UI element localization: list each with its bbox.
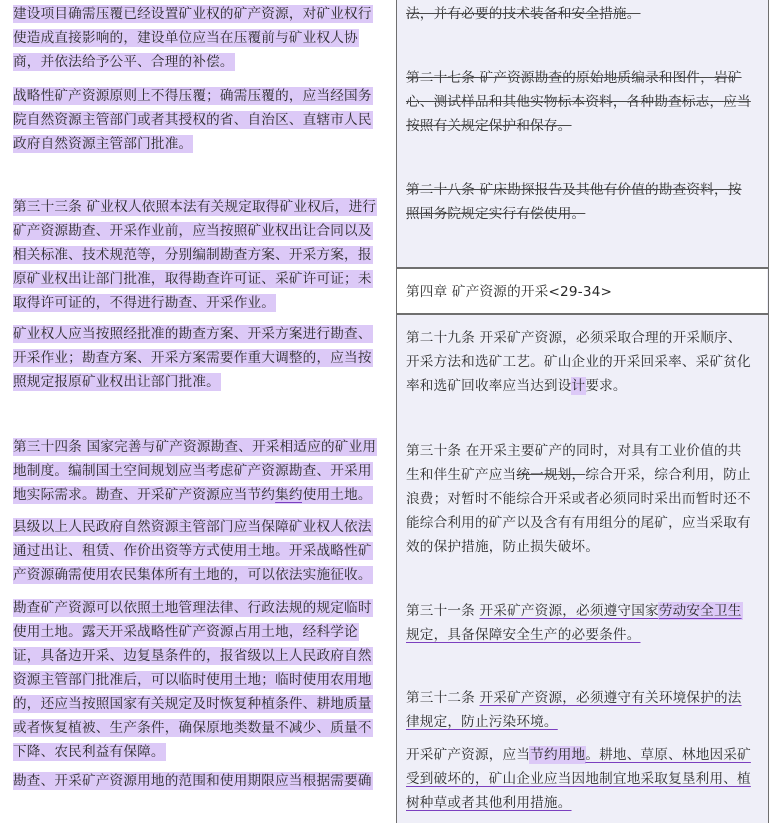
deleted-text: 心、测试样品和其他实物标本资料，各种勘查标志，应当	[406, 94, 751, 110]
text-line: 地制度。编制国土空间规划应当考虑矿产资源勘查、开采用	[13, 463, 372, 479]
text-line: 下降、农民利益有保障。	[13, 744, 165, 760]
highlighted-text: 劳动安全卫生	[658, 603, 742, 619]
article-28-old	[406, 178, 761, 226]
article-27-old	[406, 66, 761, 138]
article-33	[13, 195, 394, 315]
paragraph-strategic-minerals	[13, 84, 394, 156]
paragraph-land-use-guarantee	[13, 515, 394, 587]
text-line: 取得许可证的，不得进行勘查、开采作业。	[13, 295, 276, 311]
text-line: 战略性矿产资源原则上不得压覆；确需压覆的，应当经国务	[13, 88, 372, 104]
text-line: 第三十一条	[406, 603, 480, 619]
paragraph-exploration-plan	[13, 322, 394, 394]
text-line: 勘查、开采矿产资源用地的范围和使用期限应当根据需要确	[13, 773, 372, 789]
text-line: 县级以上人民政府自然资源主管部门应当保障矿业权人依法	[13, 519, 372, 535]
text-line: 地实际需求。勘查、开采矿产资源应当节约	[13, 487, 276, 503]
text-line: 开采作业；勘查方案、开采方案需要作重大调整的，应当按	[13, 350, 372, 366]
text-line: 或者恢复植被、生产条件，确保原地类数量不减少、质量不	[13, 720, 372, 736]
text-line: 使用土地。	[302, 487, 372, 503]
underlined-text: 受到破坏的，矿山企业应当因地制宜地采取复垦利用、植	[406, 771, 751, 787]
underlined-insertion: 集约	[275, 487, 303, 503]
underlined-text: 树种草或者其他利用措施。	[406, 795, 572, 811]
text-line: 第二十九条 开采矿产资源，必须采取合理的开采顺序、	[406, 330, 742, 346]
text-line: 的，还应当按照国家有关规定及时恢复种植条件、耕地质量	[13, 696, 372, 712]
text-line: 建设项目确需压覆已经设置矿业权的矿产资源，对矿业权行	[13, 6, 372, 22]
paragraph-temporary-land-use	[13, 596, 394, 764]
text-line: 第三十四条 国家完善与矿产资源勘查、开采相适应的矿业用	[13, 439, 377, 455]
text-line: 相关标准、技术规范等，分别编制勘查方案、开采方案，报	[13, 247, 372, 263]
text-line: 资源主管部门批准后，可以临时使用土地；临时使用农用地	[13, 672, 372, 688]
article-32-old	[406, 686, 761, 734]
row-divider-top	[397, 267, 768, 269]
text-line: 使用土地。露天开采战略性矿产资源占用土地，经科学论	[13, 624, 358, 640]
article-29-old	[406, 326, 761, 398]
article-34	[13, 435, 394, 507]
paragraph-land-scope	[13, 769, 394, 793]
article-31-old	[406, 599, 761, 647]
underlined-text: 。耕地、草原、林地因采矿	[585, 747, 751, 763]
deleted-text: 照国务院规定实行有偿使用。	[406, 206, 586, 222]
text-line: 商，并依法给予公平、合理的补偿。	[13, 54, 234, 70]
chapter-heading-row	[397, 268, 767, 314]
left-column-new-text	[1, 0, 396, 823]
deleted-text: 按照有关规定保护和保存。	[406, 118, 572, 134]
text-line: 第三十三条 矿业权人依照本法有关规定取得矿业权后，进行	[13, 199, 377, 215]
text-line: 能综合利用的矿产以及含有有用组分的尾矿，应当采取有	[406, 515, 751, 531]
text-line: 效的保护措施，防止损失破坏。	[406, 539, 600, 555]
text-line: 生和伴生矿产应当	[406, 467, 517, 483]
paragraph-safety-measures	[406, 2, 761, 26]
text-line: 矿产资源勘查、开采作业前，应当按照矿业权出让合同以及	[13, 223, 372, 239]
text-line: 勘查矿产资源可以依照土地管理法律、行政法规的规定临时	[13, 600, 372, 616]
text-line: 通过出让、租赁、作价出资等方式使用土地。开采战略性矿	[13, 543, 372, 559]
text-line: 浪费；对暂时不能综合开采或者必须同时采出而暂时还不	[406, 491, 751, 507]
paragraph-land-conservation-old	[406, 743, 761, 815]
chapter-title: 第四章 矿产资源的开采<29-34>	[406, 284, 613, 300]
right-column-lower	[397, 315, 767, 823]
deleted-text: 统一规划，	[516, 467, 586, 483]
article-30-old	[406, 439, 761, 559]
text-line: 矿业权人应当按照经批准的勘查方案、开采方案进行勘查、	[13, 326, 372, 342]
text-line: 率和选矿回收率应当达到设计要求。	[406, 378, 627, 394]
text-line: 综合开采，综合利用，防止	[585, 467, 751, 483]
text-line: 照规定报原矿业权出让部门批准。	[13, 374, 220, 390]
text-line: 政府自然资源主管部门批准。	[13, 136, 193, 152]
text-line: 开采方法和选矿工艺。矿山企业的开采回采率、采矿贫化	[406, 354, 751, 370]
highlighted-text: 计	[571, 378, 586, 394]
text-line: 第三十条 在开采主要矿产的同时，对具有工业价值的共	[406, 443, 742, 459]
text-line: 使造成直接影响的，建设单位应当在压覆前与矿业权人协	[13, 30, 358, 46]
deleted-text: 法，并有必要的技术装备和安全措施。	[406, 6, 641, 22]
text-line: 产资源确需使用农民集体所有土地的，可以依法实施征收。	[13, 567, 372, 583]
highlighted-text: 节约用地	[530, 747, 586, 763]
text-line: 开采矿产资源，应当	[406, 747, 531, 763]
text-line: 原矿业权出让部门批准，取得勘查许可证、采矿许可证；未	[13, 271, 372, 287]
text-line: 第三十二条	[406, 690, 480, 706]
underlined-text: 开采矿产资源，必须遵守有关环境保护的法	[479, 690, 742, 706]
underlined-text: 规定，具备保障安全生产的必要条件。	[406, 627, 641, 643]
deleted-text: 第二十八条 矿床勘探报告及其他有价值的勘查资料，按	[406, 182, 742, 198]
text-line: 院自然资源主管部门或者其授权的省、自治区、直辖市人民	[13, 112, 372, 128]
text-line: 证，具备边开采、边复垦条件的，报省级以上人民政府自然	[13, 648, 372, 664]
underlined-text: 开采矿产资源，必须遵守国家	[479, 603, 659, 619]
chapter-heading	[406, 280, 761, 304]
deleted-text: 第二十七条 矿产资源勘查的原始地质编录和图件，岩矿	[406, 70, 742, 86]
underlined-text: 律规定，防止污染环境。	[406, 714, 558, 730]
paragraph-compensation	[13, 2, 394, 74]
